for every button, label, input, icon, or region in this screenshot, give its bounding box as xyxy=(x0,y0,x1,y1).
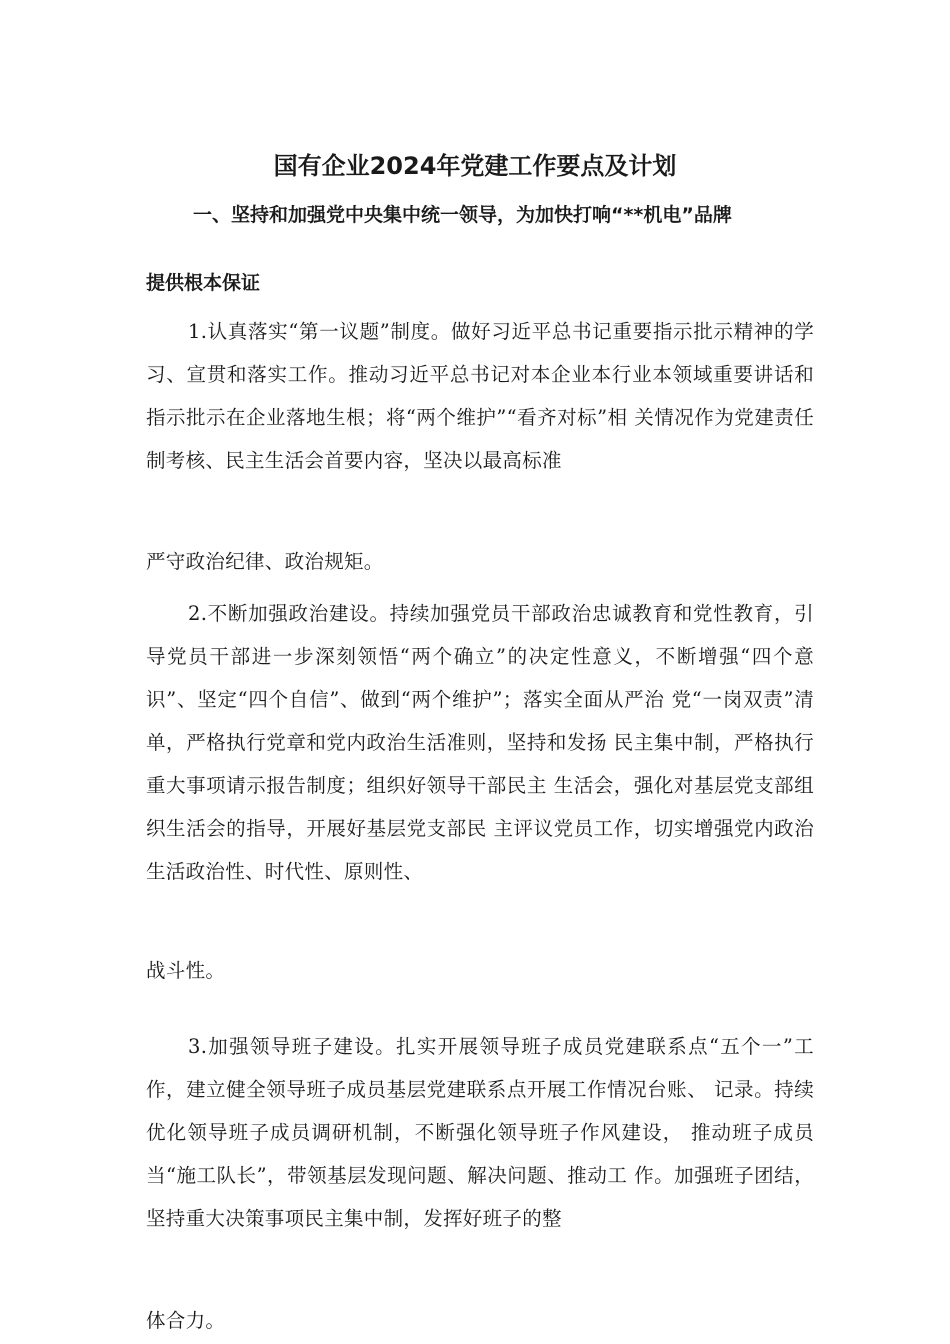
item1-paragraph-tail: 严守政治纪律、政治规矩。 xyxy=(146,550,384,573)
item2-paragraph: 2.不断加强政治建设。持续加强党员干部政治忠诚教育和党性教育，引导党员干部进一步深刻领悟“两个确立”的决定性意义，不断增强“四个意识”、坚定“四个自信”、做到“两个维护”；落实全面从严治 党“一岗双责”清单，严格执行党章和党内政治生活准则，坚持和发扬 民主集中制，严格执行重大事项请示报告制度；组织好领导干部民主 生活会，强化对基层党支部组织生活会的指导，开展好基层党支部民 主评议党员工作，切实增强党内政治生活政治性、时代性、原则性、 xyxy=(146,602,814,883)
item3-paragraph-tail: 体合力。 xyxy=(146,1309,226,1332)
item1-paragraph: 1.认真落实“第一议题”制度。做好习近平总书记重要指示批示精神的学习、宣贯和落实工作。推动习近平总书记对本企业本行业本领域重要讲话和指示批示在企业落地生根；将“两个维护”“看齐对标”相 关情况作为党建责任制考核、民主生活会首要内容，坚决以最高标准 xyxy=(146,320,814,472)
section-heading-line2: 提供根本保证 xyxy=(146,272,261,294)
section-heading-line1: 一、坚持和加强党中央集中统一领导，为加快打响“**机电”品牌 xyxy=(193,204,732,226)
item3-paragraph: 3.加强领导班子建设。扎实开展领导班子成员党建联系点“五个一”工作，建立健全领导班子成员基层党建联系点开展工作情况台账、 记录。持续优化领导班子成员调研机制，不断强化领导班子作风建设， 推动班子成员当“施工队长”，带领基层发现问题、解决问题、推动工 作。加强班子团结，坚持重大决策事项民主集中制，发挥好班子的整 xyxy=(146,1035,814,1230)
item2-paragraph-tail: 战斗性。 xyxy=(146,959,226,982)
document-title: 国有企业2024年党建工作要点及计划 xyxy=(273,152,677,180)
